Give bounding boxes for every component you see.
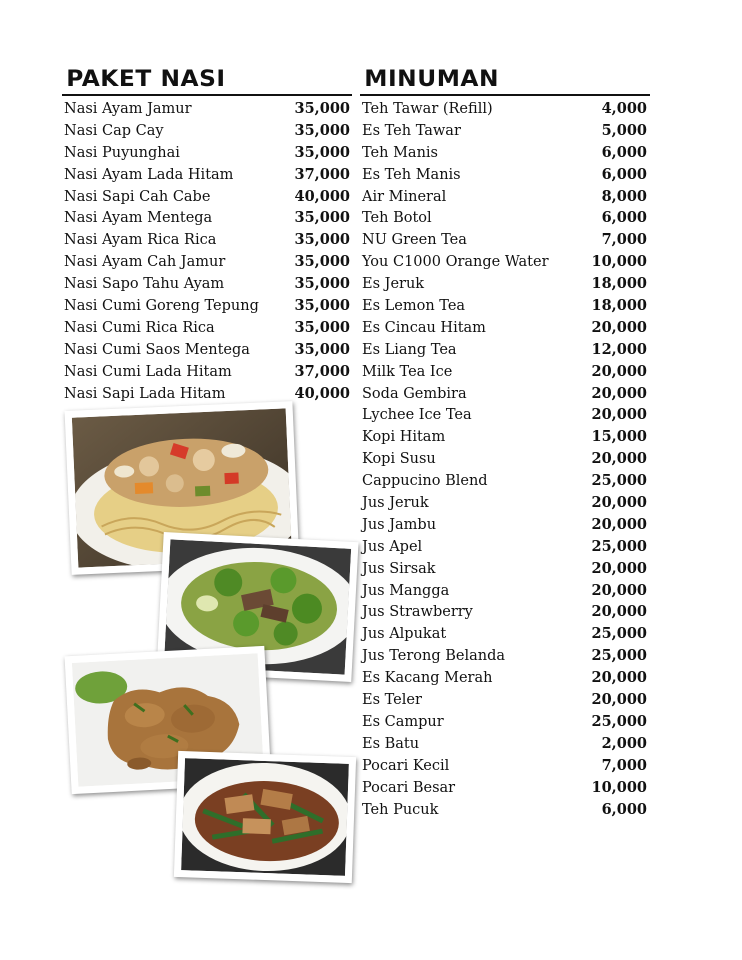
minuman-item [362, 799, 647, 821]
minuman-item [362, 645, 647, 667]
minuman-item-name: Pocari Kecil [362, 757, 450, 774]
paket-nasi-item [64, 383, 350, 405]
minuman-item-name: Teh Manis [362, 144, 438, 161]
paket-nasi-item-name: Nasi Ayam Mentega [64, 210, 213, 227]
minuman-list [362, 98, 647, 820]
minuman-item [362, 426, 647, 448]
minuman-item-name: Jus Jeruk [362, 495, 429, 512]
minuman-item [362, 229, 647, 251]
minuman-item [362, 120, 647, 142]
minuman-item-price: 20,000 [591, 581, 647, 599]
minuman-item-name: Jus Terong Belanda [362, 648, 506, 665]
paket-nasi-item-name: Nasi Ayam Lada Hitam [64, 166, 234, 183]
minuman-item-name: Kopi Susu [362, 451, 436, 468]
minuman-item [362, 98, 647, 120]
minuman-item-price: 18,000 [591, 297, 647, 315]
paket-nasi-title: PAKET NASI [66, 67, 226, 92]
paket-nasi-item-name: Nasi Sapi Cah Cabe [64, 188, 211, 205]
minuman-item [362, 448, 647, 470]
minuman-item-name: Air Mineral [362, 188, 447, 205]
minuman-item-name: Es Liang Tea [362, 341, 457, 358]
paket-nasi-item-price: 35,000 [294, 231, 350, 249]
minuman-item-price: 25,000 [591, 625, 647, 643]
minuman-item [362, 295, 647, 317]
minuman-item-price: 20,000 [591, 494, 647, 512]
paket-nasi-item [64, 361, 350, 383]
paket-nasi-item-name: Nasi Ayam Cah Jamur [64, 254, 226, 271]
minuman-item-name: Jus Jambu [362, 516, 437, 533]
paket-nasi-item-price: 37,000 [294, 165, 350, 183]
minuman-item-name: Es Campur [362, 713, 444, 730]
minuman-item-price: 10,000 [591, 778, 647, 796]
minuman-item [362, 186, 647, 208]
minuman-item [362, 536, 647, 558]
minuman-item-name: Es Teler [362, 692, 422, 709]
minuman-heading [360, 66, 650, 96]
minuman-item [362, 733, 647, 755]
minuman-item [362, 404, 647, 426]
minuman-item [362, 251, 647, 273]
minuman-item [362, 711, 647, 733]
minuman-item-name: Es Batu [362, 735, 420, 752]
paket-nasi-item-name: Nasi Sapi Lada Hitam [64, 385, 226, 402]
minuman-item-name: Soda Gembira [362, 385, 467, 402]
paket-nasi-item-price: 35,000 [294, 340, 350, 358]
minuman-item-price: 20,000 [591, 362, 647, 380]
paket-nasi-item-name: Nasi Sapo Tahu Ayam [64, 276, 225, 293]
minuman-item-name: Jus Alpukat [362, 626, 447, 643]
minuman-item-price: 20,000 [591, 515, 647, 533]
minuman-item [362, 580, 647, 602]
paket-nasi-item-price: 35,000 [294, 121, 350, 139]
stir-fry-kangkung-photo [174, 751, 356, 883]
minuman-item-name: Cappucino Blend [362, 473, 488, 490]
minuman-item [362, 164, 647, 186]
minuman-item [362, 273, 647, 295]
minuman-item-name: Teh Pucuk [362, 801, 439, 818]
paket-nasi-item-name: Nasi Cumi Goreng Tepung [64, 298, 259, 315]
minuman-item-price: 7,000 [601, 231, 647, 249]
paket-nasi-item-name: Nasi Cap Cay [64, 122, 164, 139]
minuman-item-price: 20,000 [591, 450, 647, 468]
minuman-item-price: 15,000 [591, 428, 647, 446]
paket-nasi-item-name: Nasi Cumi Saos Mentega [64, 341, 250, 358]
paket-nasi-item [64, 98, 350, 120]
minuman-item [362, 558, 647, 580]
minuman-item-price: 10,000 [591, 253, 647, 271]
paket-nasi-heading [62, 66, 352, 96]
minuman-item-price: 20,000 [591, 406, 647, 424]
paket-nasi-item-price: 35,000 [294, 209, 350, 227]
minuman-item-name: Pocari Besar [362, 779, 456, 796]
minuman-item [362, 470, 647, 492]
paket-nasi-item [64, 317, 350, 339]
paket-nasi-item-name: Nasi Ayam Jamur [64, 101, 192, 117]
minuman-item-price: 20,000 [591, 559, 647, 577]
paket-nasi-item [64, 273, 350, 295]
minuman-item-price: 5,000 [601, 121, 647, 139]
paket-nasi-item-price: 40,000 [294, 187, 350, 205]
minuman-item-price: 2,000 [601, 734, 647, 752]
minuman-item-price: 25,000 [591, 472, 647, 490]
minuman-item-price: 20,000 [591, 318, 647, 336]
minuman-item [362, 601, 647, 623]
minuman-item [362, 492, 647, 514]
minuman-item [362, 514, 647, 536]
minuman-item [362, 142, 647, 164]
paket-nasi-item-price: 35,000 [294, 143, 350, 161]
minuman-item [362, 339, 647, 361]
paket-nasi-item-name: Nasi Cumi Rica Rica [64, 319, 215, 336]
minuman-item [362, 361, 647, 383]
minuman-item-price: 4,000 [601, 100, 647, 117]
paket-nasi-item [64, 251, 350, 273]
paket-nasi-item [64, 164, 350, 186]
minuman-item-name: Es Kacang Merah [362, 670, 493, 687]
minuman-item [362, 667, 647, 689]
minuman-item-name: Kopi Hitam [362, 429, 446, 446]
minuman-item [362, 207, 647, 229]
minuman-title: MINUMAN [364, 67, 500, 92]
paket-nasi-item [64, 207, 350, 229]
minuman-item-price: 20,000 [591, 669, 647, 687]
minuman-item [362, 623, 647, 645]
paket-nasi-item [64, 295, 350, 317]
minuman-item-price: 6,000 [601, 800, 647, 818]
minuman-item-price: 20,000 [591, 384, 647, 402]
paket-nasi-item [64, 229, 350, 251]
minuman-item-price: 20,000 [591, 691, 647, 709]
minuman-item-name: You C1000 Orange Water [362, 254, 549, 271]
minuman-item [362, 383, 647, 405]
minuman-item-price: 25,000 [591, 537, 647, 555]
minuman-item-name: Teh Botol [362, 210, 432, 227]
paket-nasi-item-price: 35,000 [294, 275, 350, 293]
paket-nasi-item [64, 339, 350, 361]
minuman-item [362, 689, 647, 711]
minuman-item-name: Es Cincau Hitam [362, 319, 486, 336]
paket-nasi-item-name: Nasi Cumi Lada Hitam [64, 363, 232, 380]
minuman-item-name: Es Jeruk [362, 276, 425, 293]
minuman-item-price: 6,000 [601, 209, 647, 227]
paket-nasi-item-price: 35,000 [294, 100, 350, 117]
minuman-item [362, 755, 647, 777]
paket-nasi-item-name: Nasi Puyunghai [64, 144, 180, 161]
paket-nasi-item [64, 120, 350, 142]
paket-nasi-item-price: 35,000 [294, 318, 350, 336]
minuman-item-price: 7,000 [601, 756, 647, 774]
minuman-item-name: Jus Mangga [362, 582, 450, 599]
minuman-item-name: Es Lemon Tea [362, 298, 466, 315]
paket-nasi-item-price: 40,000 [294, 384, 350, 402]
minuman-item-name: Lychee Ice Tea [362, 407, 472, 424]
minuman-item [362, 317, 647, 339]
minuman-item-name: Jus Apel [362, 538, 423, 555]
paket-nasi-item [64, 142, 350, 164]
minuman-item-name: Es Teh Tawar [362, 122, 461, 139]
minuman-item-price: 18,000 [591, 275, 647, 293]
paket-nasi-list [64, 98, 350, 404]
paket-nasi-item-price: 35,000 [294, 253, 350, 271]
paket-nasi-item-name: Nasi Ayam Rica Rica [64, 232, 217, 249]
minuman-item-name: Milk Tea Ice [362, 363, 453, 380]
minuman-item-name: Jus Strawberry [362, 604, 473, 621]
minuman-item-name: Es Teh Manis [362, 166, 461, 183]
minuman-item-price: 20,000 [591, 603, 647, 621]
minuman-item-price: 6,000 [601, 165, 647, 183]
minuman-item-price: 25,000 [591, 712, 647, 730]
minuman-item [362, 777, 647, 799]
minuman-item-price: 12,000 [591, 340, 647, 358]
minuman-item-price: 6,000 [601, 143, 647, 161]
paket-nasi-item-price: 35,000 [294, 297, 350, 315]
minuman-item-name: Teh Tawar (Refill) [362, 101, 493, 117]
minuman-item-name: NU Green Tea [362, 232, 467, 249]
minuman-item-name: Jus Sirsak [362, 560, 436, 577]
minuman-item-price: 8,000 [601, 187, 647, 205]
paket-nasi-item [64, 186, 350, 208]
paket-nasi-item-price: 37,000 [294, 362, 350, 380]
minuman-item-price: 25,000 [591, 647, 647, 665]
